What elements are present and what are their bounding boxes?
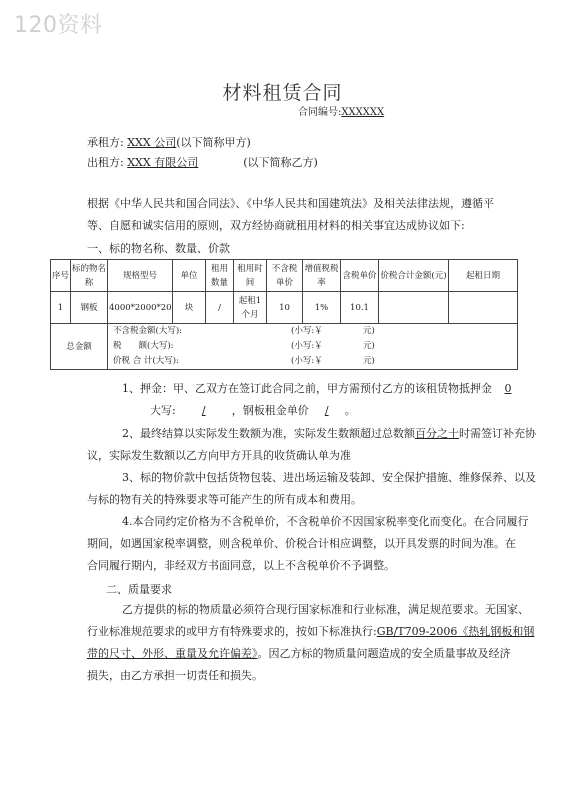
cell-quantity: / xyxy=(206,292,234,324)
total-line-end: 元) xyxy=(363,356,375,366)
section-heading-1: 一、标的物名称、数量、价款 xyxy=(87,242,230,255)
clause-1-rent-label: ，钢板租金单价 xyxy=(231,404,309,417)
lessor-suffix: (以下简称乙方) xyxy=(243,156,318,169)
table-row xyxy=(51,292,518,324)
quality-line-2 xyxy=(87,625,534,639)
clause-4-line-2: 期间，如遇国家税率调整，则含税单价、价税合计相应调整，以开具发票的时间为准。在 xyxy=(87,537,516,550)
lessee-suffix: (以下简称甲方) xyxy=(176,136,251,149)
header-cell: 单位 xyxy=(173,260,206,292)
cell-item-name: 钢板 xyxy=(71,292,108,324)
total-line-end: 元) xyxy=(363,326,375,336)
cell-index: 1 xyxy=(51,292,71,324)
table-total-row xyxy=(51,324,518,370)
header-cell: 规格型号 xyxy=(108,260,173,292)
header-cell: 序号 xyxy=(51,260,71,292)
cell-taxed-price: 10.1 xyxy=(341,292,379,324)
quality-standard-continued: 带的尺寸、外形、重量及允许偏差》 xyxy=(87,647,258,660)
quality-standard: GB/T709-2006《热轧钢板和钢 xyxy=(376,625,535,638)
cell-unit-price: 10 xyxy=(267,292,303,324)
clause-4-line-1: 4.本合同约定价格为不含税单价，不含税单价不因国家税率变化而变化。在合同履行 xyxy=(122,515,529,528)
total-line-small: (小写:￥ xyxy=(291,356,323,366)
contract-number xyxy=(298,106,384,120)
total-label: 总金额 xyxy=(51,324,108,370)
clause-3-line-2: 与标的物有关的特殊要求等可能产生的所有成本和费用。 xyxy=(87,493,362,506)
clause-1-line-2 xyxy=(150,404,356,418)
rent-unit-price-value: / xyxy=(324,404,329,417)
header-cell: 租用数量 xyxy=(206,260,234,292)
contract-number-label: 合同编号: xyxy=(298,107,342,118)
quality-text: 行业标准规范要求的或甲方有特殊要求的，按如下标准执行: xyxy=(87,625,377,638)
page-title: 材料租赁合同 xyxy=(222,82,343,104)
section-heading-2: 二、质量要求 xyxy=(106,583,172,596)
header-cell: 起租日期 xyxy=(449,260,518,292)
clause-2-text-end: 时需签订补充协 xyxy=(459,427,536,440)
lessee-value: XXX 公司 xyxy=(127,136,177,149)
cell-spec: 4000*2000*20 xyxy=(108,292,173,324)
total-line-label: 不含税金额(大写): xyxy=(113,326,182,336)
contract-number-value: XXXXXX xyxy=(341,107,385,118)
lessor-value: XXX 有限公司 xyxy=(127,156,199,169)
lessee-label: 承租方: xyxy=(87,136,124,149)
deposit-capital-value: / xyxy=(201,404,206,417)
quality-text-continued: 。因乙方标的物质量问题造成的安全质量事故及经济 xyxy=(257,647,511,660)
clause-4-line-3: 合同履行期内，非经双方书面同意，以上不含税单价不予调整。 xyxy=(87,559,395,572)
lessor-line xyxy=(87,156,318,170)
header-cell: 租用时间 xyxy=(234,260,267,292)
lessee-line xyxy=(87,136,251,150)
clause-3-line-1: 3、标的物价款中包括货物包装、进出场运输及装卸、安全保护措施、维修保养、以及 xyxy=(122,471,536,484)
clause-2-line-2: 议，实际发生数额以乙方向甲方开具的收货确认单为准 xyxy=(87,449,351,462)
cell-unit: 块 xyxy=(173,292,206,324)
quality-line-4: 损失，由乙方承担一切责任和损失。 xyxy=(87,669,263,682)
header-cell: 含税单价 xyxy=(341,260,379,292)
total-line xyxy=(108,324,517,339)
total-line-small: (小写:￥ xyxy=(291,326,323,336)
quality-line-3 xyxy=(87,647,511,661)
deposit-value: 0 xyxy=(504,382,512,395)
quality-line-1: 乙方提供的标的物质量必须符合现行国家标准和行业标准，满足规范要求。无国家、 xyxy=(122,603,529,616)
lessor-label: 出租方: xyxy=(87,156,124,169)
clause-1-capital-label: 大写: xyxy=(150,404,176,417)
clause-1-line-1 xyxy=(122,382,524,396)
total-line-label: 税 额(大写): xyxy=(113,341,174,351)
total-line xyxy=(108,354,517,369)
items-table xyxy=(50,259,518,370)
total-line xyxy=(108,339,517,354)
table-header-row xyxy=(51,260,518,292)
cell-start-date xyxy=(449,292,518,324)
cell-vat-rate: 1% xyxy=(303,292,341,324)
clause-1-end: 。 xyxy=(344,404,356,417)
total-line-end: 元) xyxy=(363,341,375,351)
clause-1-text: 1、押金：甲、乙双方在签订此合同之前，甲方需预付乙方的该租赁物抵押金 xyxy=(122,382,492,395)
cell-total xyxy=(379,292,449,324)
total-detail xyxy=(108,324,518,370)
watermark: 120资料 xyxy=(14,13,103,38)
clause-2-line-1 xyxy=(122,427,536,441)
total-line-small: (小写:￥ xyxy=(291,341,323,351)
intro-line-1: 根据《中华人民共和国合同法》、《中华人民共和国建筑法》及相关法律法规，遵循平 xyxy=(87,197,494,210)
intro-line-2: 等、自愿和诚实信用的原则，双方经协商就租用材料的相关事宜达成协议如下: xyxy=(87,219,465,232)
header-cell: 价税合计金额(元) xyxy=(379,260,449,292)
clause-2-threshold: 百分之十 xyxy=(415,427,459,440)
total-line-label: 价税 合 计(大写): xyxy=(113,356,179,366)
header-cell: 不含税单价 xyxy=(267,260,303,292)
cell-rental-time: 起租1个月 xyxy=(234,292,267,324)
header-cell: 增值税税率 xyxy=(303,260,341,292)
clause-2-text: 2、最终结算以实际发生数额为准，实际发生数额超过总数额 xyxy=(122,427,415,440)
header-cell: 标的物名称 xyxy=(71,260,108,292)
